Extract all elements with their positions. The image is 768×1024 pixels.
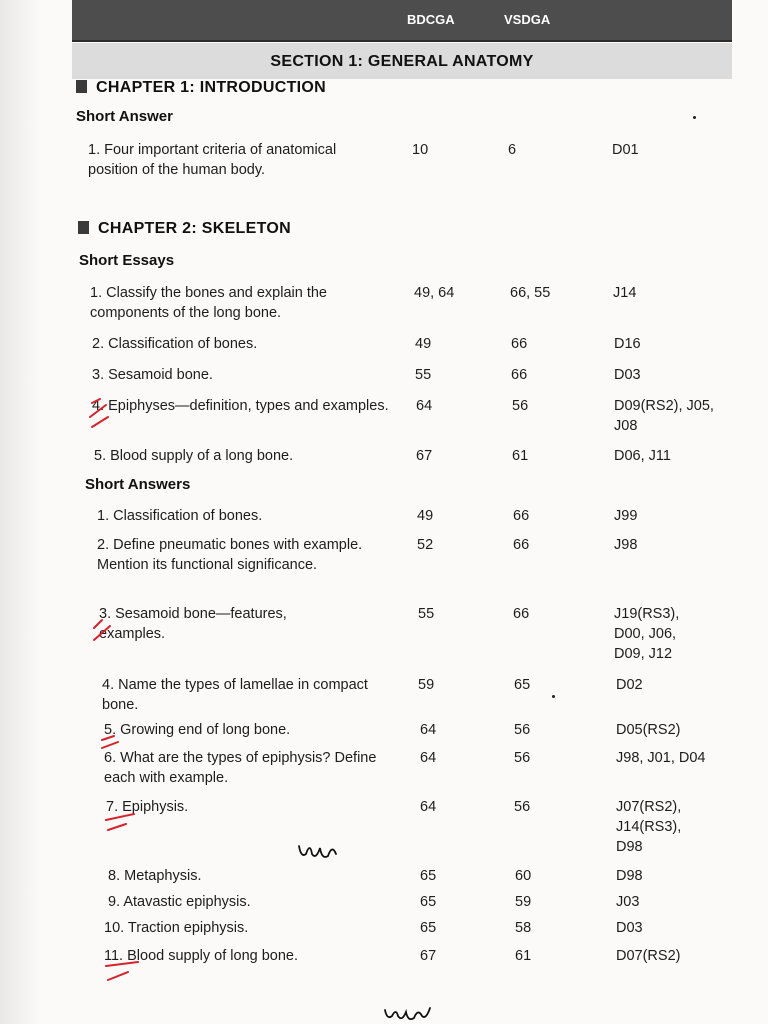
vsdga-page: 6 [508, 142, 517, 158]
red-pen-underline-mark [104, 802, 138, 834]
vsdga-page: 66 [513, 508, 530, 524]
exam-refs: D01 [612, 142, 639, 158]
vsdga-page: 65 [514, 677, 531, 693]
ink-scribble [296, 838, 342, 864]
bdcga-page: 55 [418, 606, 435, 622]
chapter-square-icon [76, 80, 87, 93]
vsdga-page: 66 [511, 336, 528, 352]
page-gutter-shadow [0, 0, 40, 1024]
question-text: 2. Define pneumatic bones with example. Mention its functional significance. [97, 537, 363, 573]
vsdga-page: 66 [513, 537, 530, 553]
exam-refs: J14 [613, 285, 637, 301]
question-text: 4. Name the types of lamellae in compact bone. [102, 677, 368, 713]
exam-refs: D16 [614, 336, 641, 352]
bdcga-page: 65 [420, 920, 437, 936]
vsdga-page: 66 [511, 367, 528, 383]
question-text: 3. Sesamoid bone. [92, 367, 213, 383]
exam-refs: D98 [616, 868, 643, 884]
question-text: 7. Epiphysis. [106, 799, 189, 815]
question-text: 11. Blood supply of long bone. [104, 948, 299, 964]
bdcga-page: 55 [415, 367, 432, 383]
exam-refs: D06, J11 [614, 448, 671, 464]
vsdga-page: 56 [514, 750, 531, 766]
question-text: 5. Blood supply of a long bone. [94, 448, 294, 464]
bdcga-page: 67 [420, 948, 437, 964]
header-bar [72, 0, 732, 42]
chapter-1-title: CHAPTER 1: INTRODUCTION [76, 79, 326, 97]
question-text: 8. Metaphysis. [108, 868, 202, 884]
column-header-vsdga: VSDGA [504, 12, 551, 27]
bdcga-page: 64 [420, 750, 437, 766]
bdcga-page: 49 [415, 336, 432, 352]
subheading-short-answer: Short Answer [76, 108, 173, 125]
question-text: 2. Classification of bones. [92, 336, 258, 352]
exam-refs: J07(RS2), J14(RS3), D98 [616, 799, 682, 855]
vsdga-page: 61 [515, 948, 532, 964]
red-pen-tick-mark [90, 614, 116, 644]
question-text: 6. What are the types of epiphysis? Define each with example. [104, 750, 377, 786]
exam-refs: J98 [614, 537, 638, 553]
vsdga-page: 58 [515, 920, 532, 936]
section-title: SECTION 1: GENERAL ANATOMY [270, 53, 534, 70]
speck [693, 116, 696, 119]
exam-refs: D07(RS2) [616, 948, 681, 964]
ink-scribble [382, 1004, 434, 1024]
vsdga-page: 66 [513, 606, 530, 622]
exam-refs: D09(RS2), J05, J08 [614, 398, 714, 434]
question-text: 4. Epiphyses—definition, types and examples. [92, 398, 389, 414]
bdcga-page: 64 [420, 722, 437, 738]
vsdga-page: 61 [512, 448, 529, 464]
bdcga-page: 49, 64 [414, 285, 455, 301]
vsdga-page: 66, 55 [510, 285, 551, 301]
bdcga-page: 10 [412, 142, 429, 158]
bdcga-page: 52 [417, 537, 434, 553]
bdcga-page: 67 [416, 448, 433, 464]
red-pen-underline-mark [102, 952, 142, 986]
exam-refs: D03 [614, 367, 641, 383]
red-pen-tick-mark [88, 395, 112, 435]
question-text: 1. Classify the bones and explain the components of the long bone. [90, 285, 327, 321]
exam-refs: D03 [616, 920, 643, 936]
bdcga-page: 59 [418, 677, 435, 693]
red-pen-underline-mark [100, 730, 130, 752]
question-text: 1. Four important criteria of anatomical position of the human body. [88, 142, 337, 178]
vsdga-page: 56 [514, 722, 531, 738]
vsdga-page: 56 [512, 398, 529, 414]
exam-refs: J19(RS3), D00, J06, D09, J12 [614, 606, 680, 662]
bdcga-page: 65 [420, 894, 437, 910]
vsdga-page: 56 [514, 799, 531, 815]
question-text: 5. Growing end of long bone. [104, 722, 291, 738]
question-text: 9. Atavastic epiphysis. [108, 894, 251, 910]
section-band [72, 43, 732, 79]
bdcga-page: 65 [420, 868, 437, 884]
speck [552, 695, 555, 698]
question-text: 1. Classification of bones. [97, 508, 263, 524]
subheading-short-essays: Short Essays [79, 252, 175, 269]
column-header-bdcga: BDCGA [407, 12, 455, 27]
question-text: 3. Sesamoid bone—features, examples. [99, 606, 287, 642]
vsdga-page: 60 [515, 868, 532, 884]
bdcga-page: 64 [416, 398, 433, 414]
bdcga-page: 64 [420, 799, 437, 815]
bdcga-page: 49 [417, 508, 434, 524]
exam-refs: J98, J01, D04 [616, 750, 706, 766]
chapter-square-icon [78, 221, 89, 234]
exam-refs: J99 [614, 508, 638, 524]
vsdga-page: 59 [515, 894, 532, 910]
chapter-2-title: CHAPTER 2: SKELETON [78, 220, 291, 238]
exam-refs: D05(RS2) [616, 722, 681, 738]
question-text: 10. Traction epiphysis. [104, 920, 249, 936]
exam-refs: D02 [616, 677, 643, 693]
subheading-short-answers: Short Answers [85, 476, 191, 493]
exam-refs: J03 [616, 894, 640, 910]
